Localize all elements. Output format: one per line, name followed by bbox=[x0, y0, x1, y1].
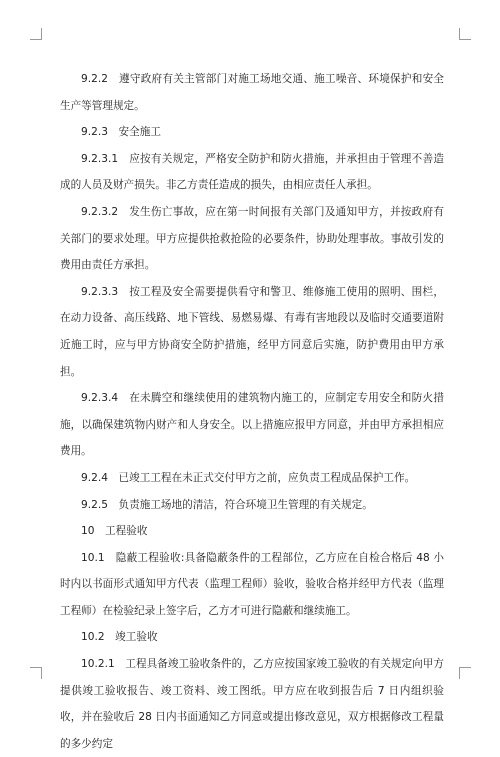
clause-9-2-3-2: 9.2.3.2 发生伤亡事故，应在第一时间报有关部门及通知甲方，并按政府有关部门的要求处理。甲方应提供抢救抢险的必要条件，协助处理事故。事故引发的费用由责任方承担。 bbox=[60, 205, 444, 272]
clause-9-2-5: 9.2.5 负责施工场地的清洁，符合环境卫生管理的有关规定。 bbox=[81, 498, 373, 511]
document-body bbox=[60, 66, 444, 757]
clause-10-1: 10.1 隐蔽工程验收:具备隐蔽条件的工程部位，乙方应在自检合格后 48 小时内以书面形式通知甲方代表（监理工程师）验收，验收合格并经甲方代表（监理工程师）在检验纪录上签字后，乙方才可进行隐蔽和继续施工。 bbox=[60, 551, 444, 617]
crop-mark-bottom-right bbox=[459, 667, 471, 679]
clause-9-2-4: 9.2.4 已竣工工程在未正式交付甲方之前，应负责工程成品保护工作。 bbox=[81, 471, 416, 484]
clause-9-2-3-1: 9.2.3.1 应按有关规定，严格安全防护和防火措施，并承担由于管理不善造成的人员及财产损失。非乙方责任造成的损失，由相应责任人承担。 bbox=[60, 152, 444, 192]
clause-9-2-2: 9.2.2 遵守政府有关主管部门对施工场地交通、施工噪音、环境保护和安全生产等管理规定。 bbox=[60, 73, 444, 112]
heading-10: 10 工程验收 bbox=[81, 525, 148, 538]
clause-10-2-1: 10.2.1 工程具备竣工验收条件的，乙方应按国家竣工验收的有关规定向甲方提供竣工验收报告、竣工资料、竣工图纸。甲方应在收到报告后 7 日内组织验收，并在验收后 28 日内书面通知乙方同意或提出修改意见，双方根据修改工程量的多少约定 bbox=[60, 658, 444, 750]
heading-9-2-3: 9.2.3 安全施工 bbox=[81, 126, 161, 139]
crop-mark-top-left bbox=[30, 28, 42, 40]
clause-9-2-3-4: 9.2.3.4 在未腾空和继续使用的建筑物内施工的，应制定专用安全和防火措施，以确保建筑物内财产和人身安全。以上措施应报甲方同意，并由甲方承担相应费用。 bbox=[60, 392, 444, 458]
crop-mark-bottom-left bbox=[30, 667, 42, 679]
clause-9-2-3-3: 9.2.3.3 按工程及安全需要提供看守和警卫、维修施工使用的照明、围栏，在动力设备、高压线路、地下管线、易燃易爆、有毒有害地段以及临时交通要道附近施工时，应与甲方协商安全防护措施，经甲方同意后实施，防护费用由甲方承担。 bbox=[60, 285, 444, 378]
crop-mark-top-right bbox=[459, 28, 471, 40]
heading-10-2: 10.2 竣工验收 bbox=[81, 631, 158, 644]
